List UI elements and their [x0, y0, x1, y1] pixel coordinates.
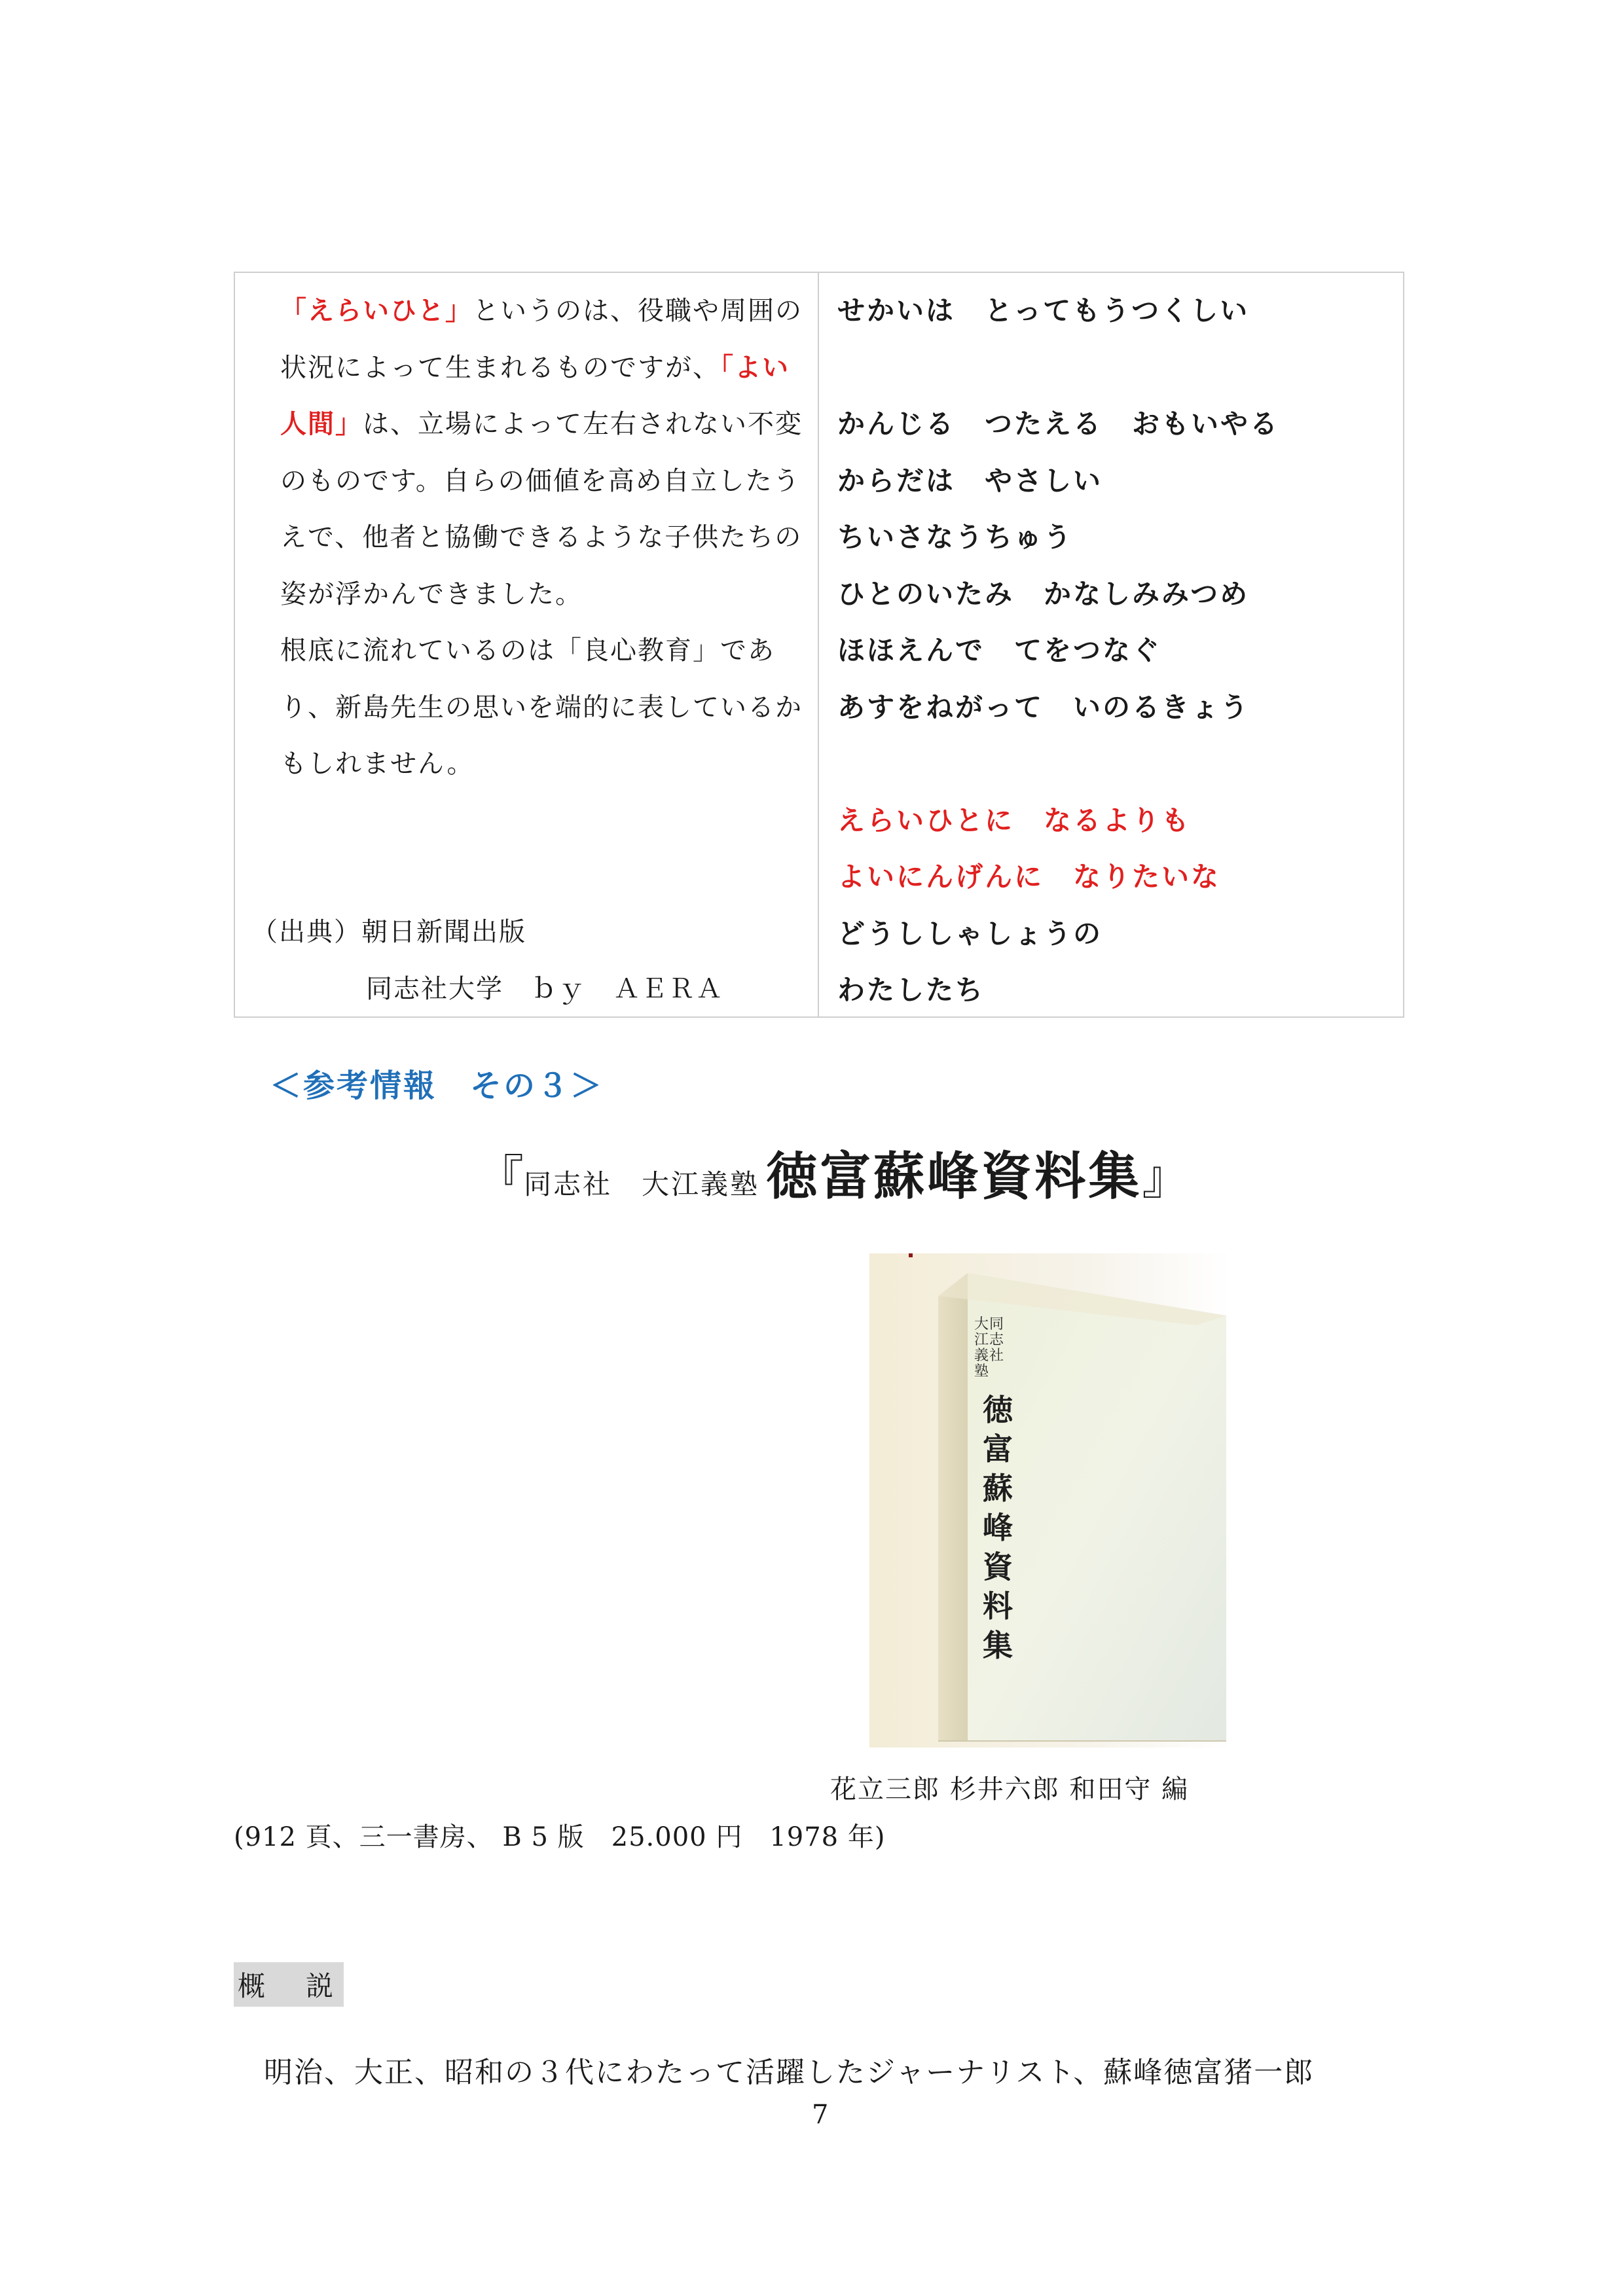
poem-line: えらいひとに なるよりも [837, 804, 1192, 836]
poem-line: せかいは とってもうつくしい [837, 295, 1250, 327]
source-line-2: 同志社大学 ｂｙ ＡＥＲＡ [366, 974, 723, 1004]
commentary-paragraph-1 [251, 283, 808, 622]
title-open-quote: 『 [477, 1150, 524, 1205]
poem-line: ちいさなうちゅう [837, 521, 1074, 553]
poem-line: どうししゃしょうの [837, 917, 1103, 950]
red-phrase-erai-hito: 「えらいひと」 [280, 296, 473, 326]
body-text: 明治、大正、昭和の３代にわたって活躍したジャーナリスト、蘇峰徳富猪一郎 [264, 2056, 1315, 2089]
poem-line: かんじる つたえる おもいやる [837, 408, 1280, 440]
source-line-1: （出典）朝日新聞出版 [251, 917, 526, 947]
poem-line [837, 340, 1387, 397]
commentary-paragraph-2: 根底に流れているのは「良心教育」であり、新島先生の思いを端的に表しているかもしれません。 [280, 636, 803, 779]
quote-table [234, 272, 1404, 1018]
poem-line: からだは やさしい [837, 464, 1103, 497]
title-main: 徳富蘇峰資料集 [766, 1147, 1142, 1206]
poem-line: ひとのいたみ かなしみみつめ [837, 577, 1250, 610]
publication-info: (912 頁、三一書房、 B 5 版 25.000 円 1978 年) [234, 1822, 886, 1852]
poem-line: よいにんげんに なりたいな [837, 861, 1221, 893]
editors: 花立三郎 杉井六郎 和田守 編 [830, 1774, 1190, 1804]
overview-label: 概 説 [234, 1962, 344, 2007]
reference-heading: ＜参考情報 その３＞ [270, 1067, 604, 1104]
spine-main-text: 徳富蘇峰資料集 [983, 1392, 1013, 1663]
table-divider [818, 273, 819, 1016]
red-phrase-yoi-ningen: 「よい人間」 [280, 352, 790, 439]
poem-line [837, 736, 1387, 793]
commentary-text-2: は、立場によって左右されない不変のものです。自らの価値を高め自立したうえで、他者と協働できるような子供たちの姿が浮かんできました。 [280, 409, 803, 609]
commentary-column [251, 283, 808, 793]
poem-line: ほほえんで てをつなぐ [837, 634, 1162, 666]
poem-line: わたしたち [837, 974, 985, 1006]
title-prefix: 同志社 大江義塾 [524, 1168, 760, 1200]
title-close-quote: 』 [1142, 1150, 1190, 1205]
commentary-text-1: というのは、役職や周囲の状況によって生まれるものですが、 [280, 296, 803, 383]
spine-top-text: 同志社大江義塾 [974, 1316, 1004, 1380]
book-photo [869, 1253, 1231, 1748]
page-number: 7 [812, 2100, 829, 2130]
book-title [477, 1136, 1189, 1209]
poem-line: あすをねがって いのるきょう [837, 691, 1250, 723]
poem-column [837, 283, 1387, 1019]
